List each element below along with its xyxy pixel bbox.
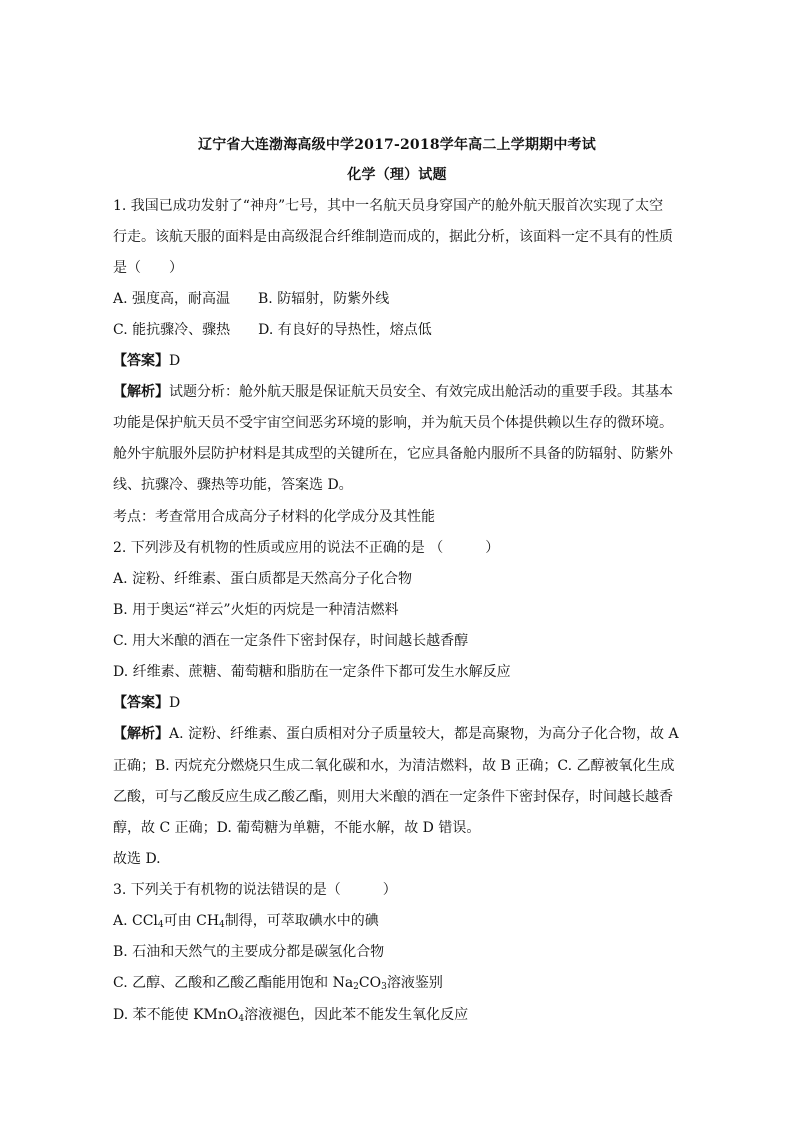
text-part: 可由 CH	[163, 913, 220, 929]
q3-option-c	[113, 973, 683, 993]
subscript: 4	[157, 920, 164, 930]
subscript: 2	[353, 982, 359, 992]
q2-option-d: D. 纤维素、蔗糖、葡萄糖和脂肪在一定条件下都可发生水解反应	[113, 664, 511, 680]
q1-options-ab: A. 强度高，耐高温 B. 防辐射，防紫外线	[113, 291, 390, 307]
analysis-text: 试题分析：舱外航天服是保证航天员安全、有效完成出舱活动的重要手段。其基本	[169, 384, 673, 400]
q3-option-a	[113, 911, 683, 931]
q1-analysis-line-3: 舱外宇航服外层防护材料是其成型的关键所在，它应具备舱内服所不具备的防辐射、防紫外	[113, 446, 673, 462]
q2-analysis-line-2: 正确；B. 丙烷充分燃烧只生成二氧化碳和水，为清洁燃料，故 B 正确；C. 乙醇被氧化生成	[113, 758, 675, 774]
q1-options-cd: C. 能抗骤冷、骤热 D. 有良好的导热性，熔点低	[113, 322, 432, 338]
subscript: 4	[219, 920, 225, 930]
q1-analysis-line-4: 线、抗骤冷、骤热等功能，答案选 D。	[113, 477, 353, 493]
q1-stem-line-1: 1. 我国已成功发射了“神舟”七号，其中一名航天员身穿国产的舱外航天服首次实现了太空	[113, 198, 664, 214]
q3-option-b: B. 石油和天然气的主要成分都是碳氢化合物	[113, 944, 385, 960]
q3-stem: 3. 下列关于有机物的说法错误的是（ ）	[113, 882, 397, 898]
text-part: A. CCl	[113, 913, 158, 929]
q2-analysis-line-4: 醇，故 C 正确；D. 葡萄糖为单糖，不能水解，故 D 错误。	[113, 820, 481, 836]
q2-option-b: B. 用于奥运“祥云”火炬的丙烷是一种清洁燃料	[113, 602, 399, 618]
subscript: 3	[381, 982, 387, 992]
analysis-label: 【解析】	[113, 726, 169, 742]
q2-conclusion: 故选 D.	[113, 851, 161, 867]
text-part: 溶液褪色，因此苯不能发生氧化反应	[244, 1007, 469, 1023]
answer-value: D	[169, 695, 181, 711]
answer-value: D	[169, 353, 181, 369]
document-title: 辽宁省大连渤海高级中学2017-2018学年高二上学期期中考试	[198, 137, 596, 153]
document-subtitle: 化学（理）试题	[347, 167, 447, 183]
analysis-text: A. 淀粉、纤维素、蛋白质相对分子质量较大，都是高聚物，为高分子化合物，故 A	[169, 726, 679, 742]
q2-option-c: C. 用大米酿的酒在一定条件下密封保存，时间越长越香醇	[113, 633, 469, 649]
text-part: 溶液鉴别	[386, 975, 443, 991]
q1-knowledge-point: 考点：考查常用合成高分子材料的化学成分及其性能	[113, 509, 435, 525]
q1-stem-line-2: 行走。该航天服的面料是由高级混合纤维制造而成的，据此分析，该面料一定不具有的性质	[113, 229, 673, 245]
text-part: 制得，可萃取碘水中的碘	[224, 913, 379, 929]
q1-stem-line-3: 是（ ）	[113, 260, 183, 276]
text-part: CO	[358, 975, 382, 991]
q2-stem: 2. 下列涉及有机物的性质或应用的说法不正确的是 （ ）	[113, 540, 500, 556]
q2-analysis-line-3: 乙酸，可与乙酸反应生成乙酸乙酯，则用大米酿的酒在一定条件下密封保存，时间越长越香	[113, 789, 673, 805]
q1-analysis-line-2: 功能是保护航天员不受宇宙空间恶劣环境的影响，并为航天员个体提供赖以生存的微环境。	[113, 415, 673, 431]
text-part: D. 苯不能使 KMnO	[113, 1007, 239, 1023]
q3-option-d	[113, 1005, 683, 1025]
q2-answer	[113, 693, 683, 713]
q2-analysis-line-1	[113, 724, 683, 744]
answer-label: 【答案】	[113, 695, 169, 711]
subscript: 4	[238, 1014, 245, 1024]
analysis-label: 【解析】	[113, 384, 169, 400]
answer-label: 【答案】	[113, 353, 169, 369]
q2-option-a: A. 淀粉、纤维素、蛋白质都是天然高分子化合物	[113, 571, 413, 587]
q1-analysis-line-1	[113, 382, 683, 402]
q1-answer	[113, 351, 683, 371]
text-part: C. 乙醇、乙酸和乙酸乙酯能用饱和 Na	[113, 975, 354, 991]
